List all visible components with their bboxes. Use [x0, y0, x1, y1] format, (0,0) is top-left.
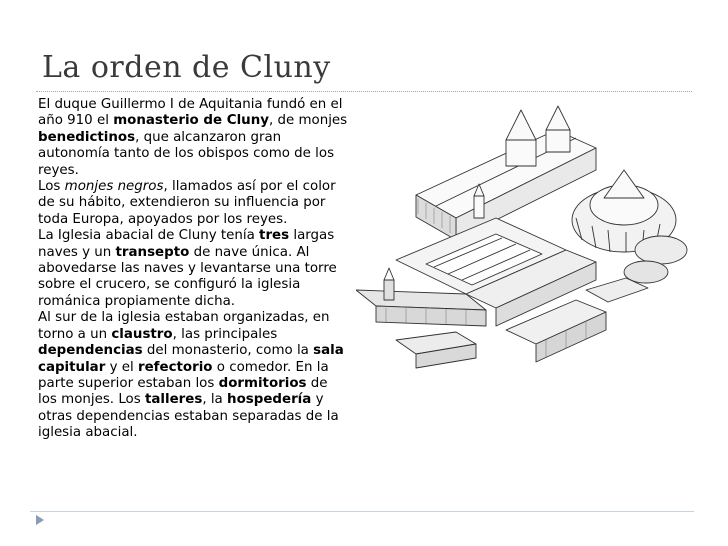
text-run: de nave única. Al abovedarse las naves y levantarse una torre sobre el crucero, se configuró la iglesia románica propiamente dicha. [38, 244, 337, 309]
bold-term: transepto [115, 244, 190, 260]
bold-term: monasterio de Cluny [113, 113, 269, 129]
paragraph-black-monks [38, 179, 350, 228]
text-run: de los monjes. Los [38, 375, 328, 408]
italic-term: monjes negros [64, 179, 164, 195]
bell-tower [506, 110, 536, 140]
bold-term: tres [259, 228, 290, 244]
bold-term: sala capitular [38, 343, 344, 375]
text-run: del monasterio, como la [142, 343, 314, 359]
bold-term: hospedería [227, 392, 312, 408]
text-run: , de monjes [268, 113, 348, 129]
slide-title: La orden de Cluny [42, 50, 331, 85]
text-run: Los [38, 179, 65, 195]
slide-body-text [38, 97, 350, 442]
bold-term: talleres [144, 392, 203, 408]
bold-term: benedictinos [38, 129, 136, 145]
text-run: largas naves y un [38, 228, 335, 260]
text-run: Al sur de la iglesia estaban organizadas, en torno a un [38, 310, 330, 342]
bold-term: refectorio [137, 359, 213, 375]
text-run: , las principales [172, 326, 278, 342]
bold-term: dependencias [38, 343, 143, 359]
triangle-bullet-icon [35, 514, 45, 526]
paragraph-foundation [38, 97, 350, 179]
text-run: , llamados así por el color de su hábito, extendieron su influencia por toda Europa, apoyados por los reyes. [38, 179, 336, 227]
paragraph-church [38, 228, 350, 310]
bold-term: claustro [111, 326, 173, 342]
text-run: El duque Guillermo I de Aquitania fundó en el año 910 el [38, 97, 343, 129]
text-run: y otras dependencias estaban separadas de la iglesia abacial. [38, 392, 339, 441]
bold-term: dormitorios [218, 375, 307, 391]
text-run: y el [105, 359, 138, 375]
paragraph-cloister [38, 310, 350, 441]
title-divider [36, 91, 692, 92]
cluny-monastery-illustration [356, 100, 696, 400]
text-run: , la [202, 392, 228, 408]
text-run: o comedor. En la parte superior estaban los [38, 359, 329, 391]
footer-divider [30, 511, 694, 512]
text-run: La Iglesia abacial de Cluny tenía [38, 228, 260, 244]
text-run: , que alcanzaron gran autonomía tanto de los obispos como de los reyes. [38, 129, 335, 178]
